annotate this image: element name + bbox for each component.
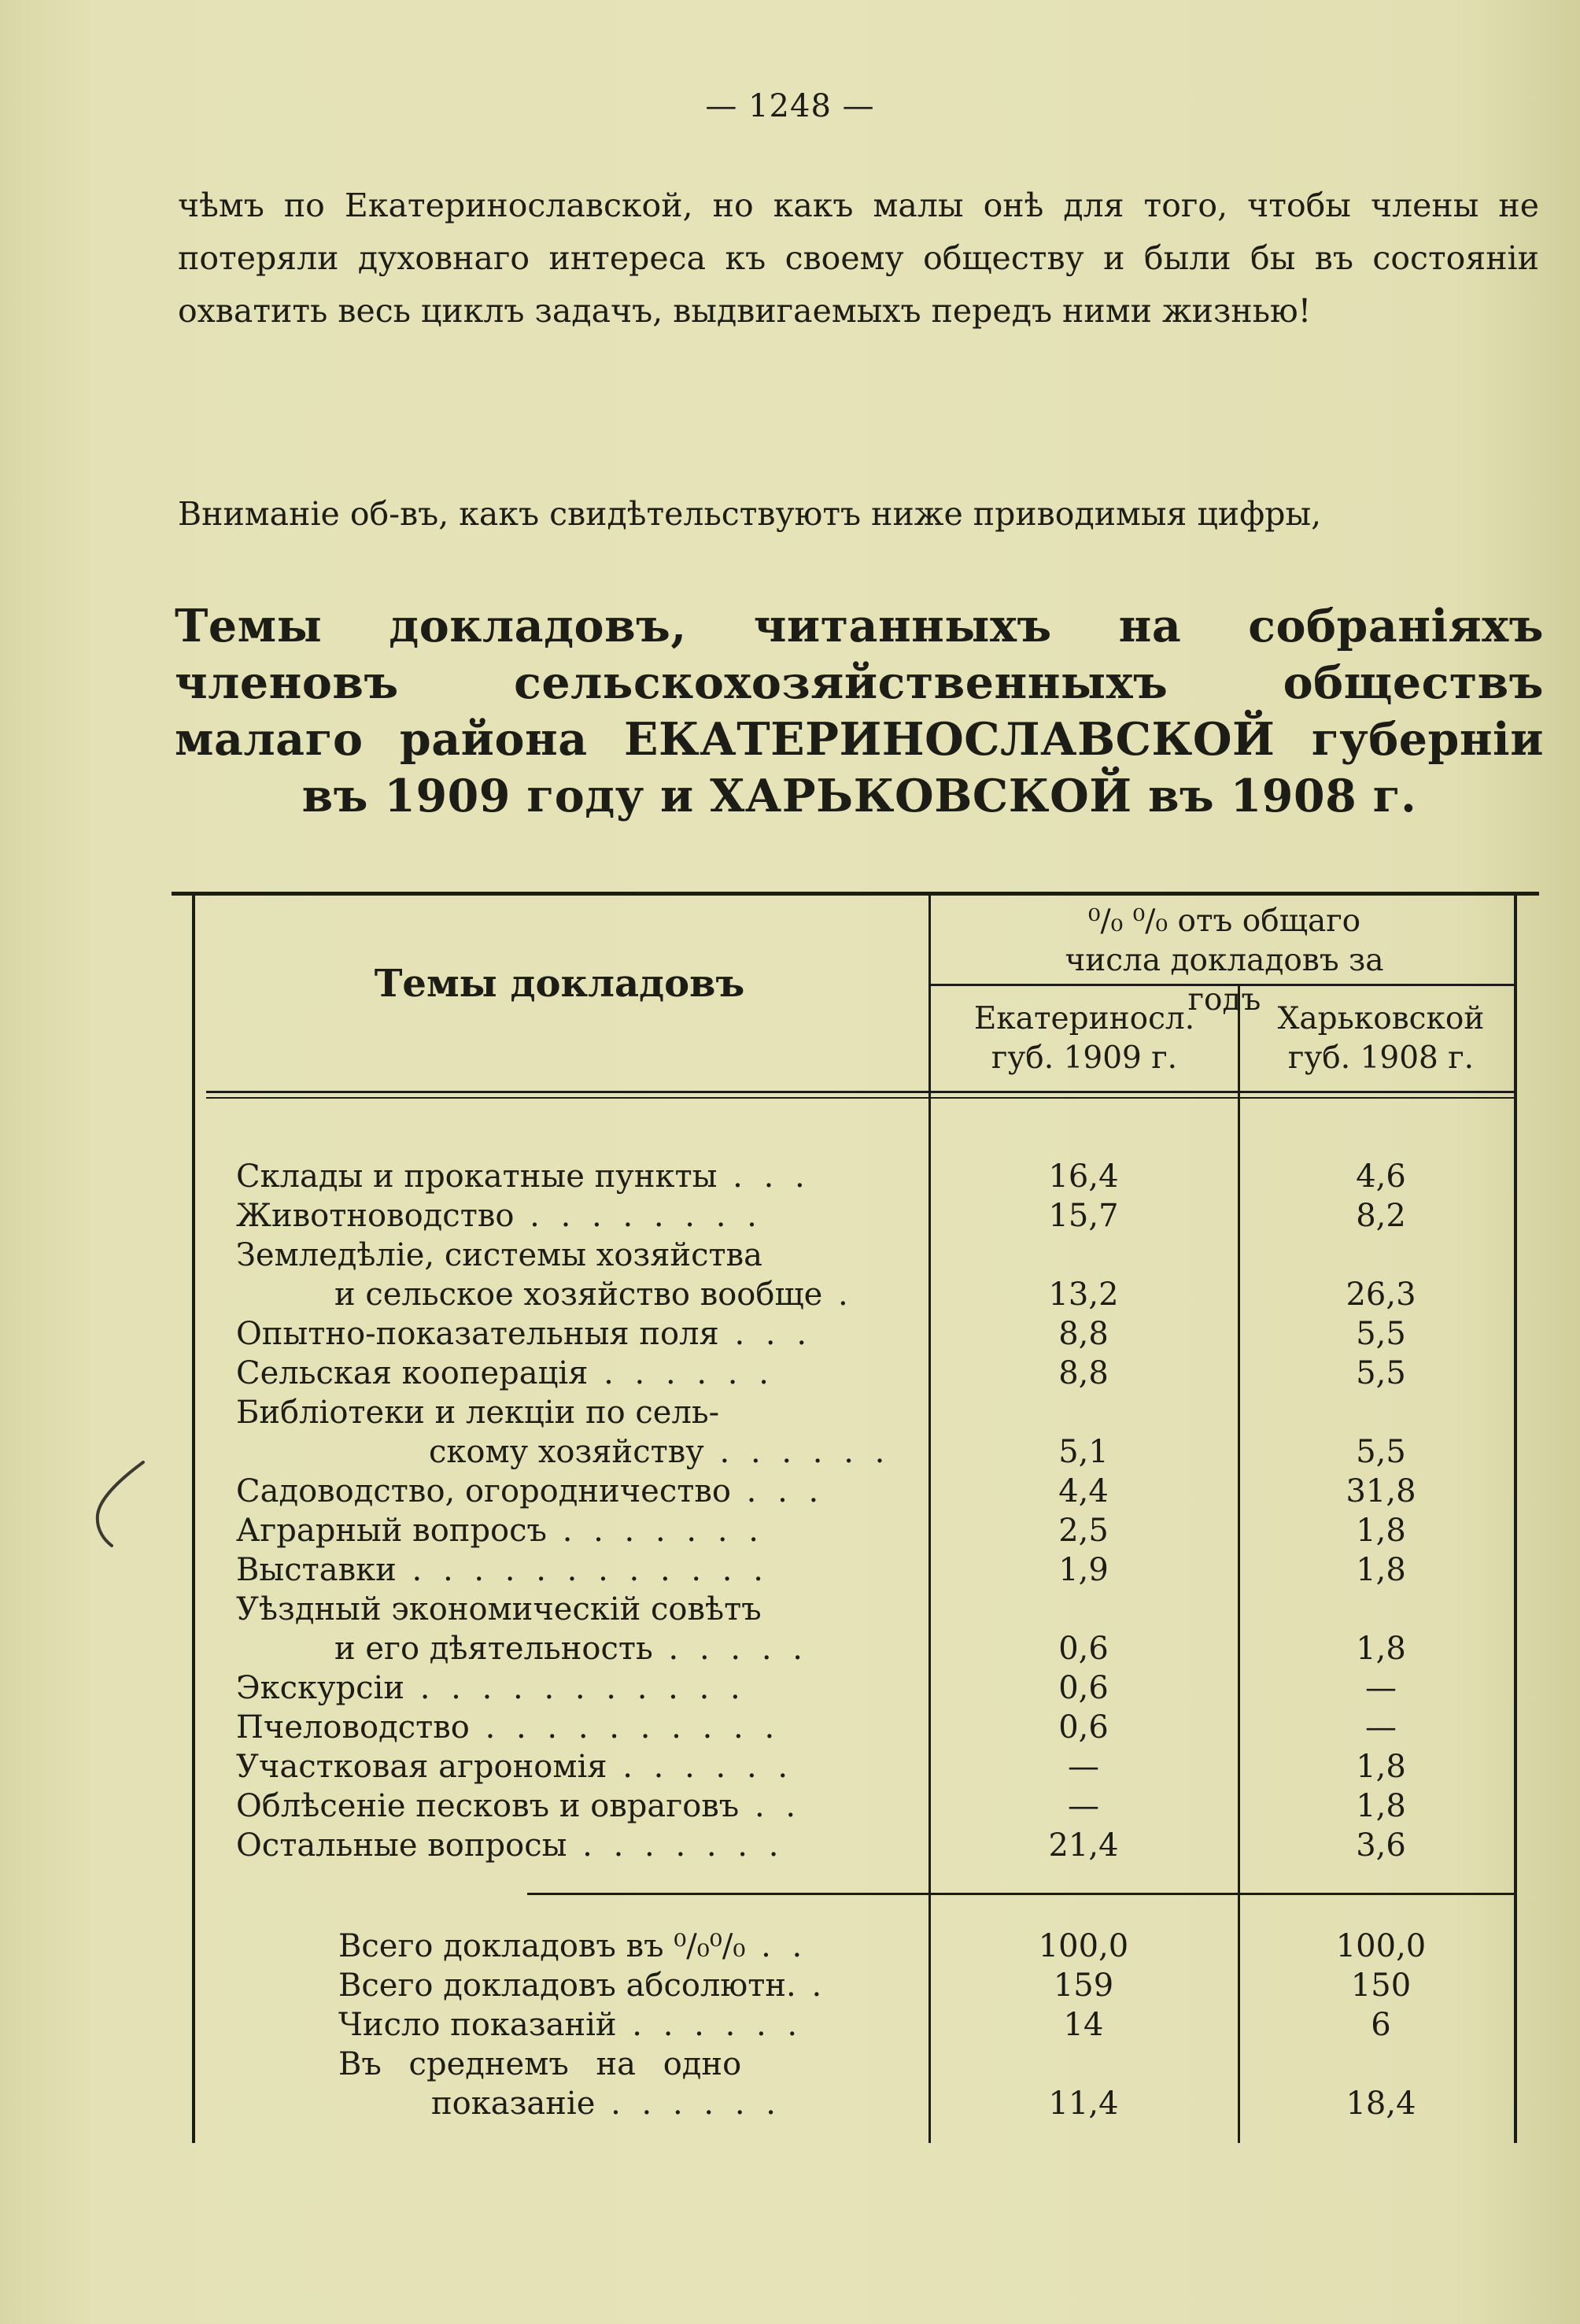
row-label: Въ среднемъ на одно [338,2046,742,2082]
value-ekaterinoslav: 159 [1053,1967,1114,2004]
table-row [0,1826,1580,1865]
row-leader-dots: . [822,1277,854,1313]
header-topics: Темы докладовъ [374,962,745,1006]
row-label: Пчеловодство [236,1709,470,1746]
row-leader-dots: . . [745,1928,808,1964]
value-ekaterinoslav: 14 [1063,2007,1104,2043]
value-ekaterinoslav: 8,8 [1058,1355,1109,1391]
table-row [0,1472,1580,1511]
row-leader-dots: . [796,1967,828,2004]
row-leader-dots: . . . . . . [588,1355,774,1391]
table-top-rule [172,892,1539,896]
header-double-rule-a [206,1091,1515,1093]
row-leader-dots: . . . . . . . . . . . . [396,1552,769,1588]
row-label: Животноводство [236,1198,515,1234]
value-ekaterinoslav: 21,4 [1048,1827,1119,1864]
table-row [0,1393,1580,1432]
table-row [0,1275,1580,1314]
row-label: показаніе [431,2086,596,2122]
header-ekaterinoslav: Екатериносл. губ. 1909 г. [973,1001,1195,1076]
value-kharkov: 150 [1350,1967,1412,2004]
value-kharkov: 3,6 [1356,1827,1406,1864]
value-kharkov: 4,6 [1356,1158,1406,1195]
table-row [0,1354,1580,1393]
value-ekaterinoslav: 1,9 [1058,1552,1109,1588]
value-ekaterinoslav: 4,4 [1058,1473,1109,1509]
value-kharkov: 18,4 [1346,2086,1416,2122]
value-kharkov: 5,5 [1356,1355,1406,1391]
row-leader-dots: . . . [730,1473,825,1509]
row-label: Всего докладовъ въ ⁰/₀⁰/₀ [338,1928,746,1964]
value-kharkov: 8,2 [1356,1198,1406,1234]
table-row [0,1236,1580,1275]
row-label: Сельская кооперація [236,1355,589,1391]
value-ekaterinoslav: 100,0 [1038,1928,1129,1964]
row-label: Земледѣліе, системы хозяйства [236,1237,763,1273]
value-kharkov: 26,3 [1346,1277,1416,1313]
row-leader-dots: . . . . . . [607,1749,794,1785]
value-kharkov: 1,8 [1356,1788,1406,1824]
header-double-rule-b [206,1097,1515,1099]
total-row [0,2005,1580,2045]
row-leader-dots: . . . . . . [703,1434,891,1470]
pencil-mark-icon [88,1456,151,1550]
row-leader-dots: . . [739,1788,802,1824]
totals-rule [527,1893,1515,1895]
table-row [0,1708,1580,1747]
row-label: Выставки [236,1552,397,1588]
table-row [0,1786,1580,1826]
row-label: Опытно-показательныя поля [236,1316,719,1352]
value-ekaterinoslav: 11,4 [1048,2086,1119,2122]
value-ekaterinoslav: 8,8 [1058,1316,1109,1352]
row-label: и его дѣятельность [334,1631,653,1667]
value-kharkov: 100,0 [1335,1928,1427,1964]
row-leader-dots: . . . . . . [595,2086,781,2122]
total-row [0,1966,1580,2005]
row-label: Остальные вопросы [236,1827,567,1864]
value-ekaterinoslav: 2,5 [1058,1513,1109,1549]
row-label: Библіотеки и лекціи по сель- [236,1395,720,1431]
value-ekaterinoslav: 16,4 [1048,1158,1119,1195]
row-leader-dots: . . . . . [652,1631,808,1667]
note-paragraph: Вниманіе об-въ, какъ свидѣтельствуютъ ниже приводимыя цифры, [178,495,1322,533]
row-label: Садоводство, огородничество [236,1473,731,1509]
value-ekaterinoslav: — [1068,1788,1099,1824]
row-label: и сельское хозяйство вообще [334,1277,823,1313]
table-row [0,1432,1580,1472]
row-label: Склады и прокатные пункты [236,1158,718,1195]
value-kharkov: — [1365,1709,1397,1746]
value-ekaterinoslav: 0,6 [1058,1709,1109,1746]
value-ekaterinoslav: 5,1 [1058,1434,1109,1470]
value-ekaterinoslav: 0,6 [1058,1670,1109,1706]
value-ekaterinoslav: 13,2 [1048,1277,1119,1313]
row-label: скому хозяйству [429,1434,704,1470]
value-ekaterinoslav: — [1068,1749,1099,1785]
row-leader-dots: . . . . . . . . . . [469,1709,781,1746]
value-kharkov: 1,8 [1356,1631,1406,1667]
table-row [0,1196,1580,1236]
row-label: Всего докладовъ абсолютн. [338,1967,796,2004]
page-number: — 1248 — [705,88,875,124]
table-row [0,1511,1580,1550]
value-kharkov: 1,8 [1356,1749,1406,1785]
row-label: Число показаній [338,2007,617,2043]
value-kharkov: — [1365,1670,1397,1706]
row-leader-dots: . . . . . . . . [514,1198,762,1234]
table-row [0,1157,1580,1196]
value-ekaterinoslav: 15,7 [1048,1198,1119,1234]
table-row [0,1590,1580,1629]
table-heading: Темы докладовъ, читанныхъ на собраніяхъ членовъ сельскохозяйственныхъ обществъ малаго района ЕКАТЕРИНОСЛАВСКОЙ губерніи въ 1909 году и ХАРЬКОВСКОЙ въ 1908 г. [175,600,1544,822]
row-leader-dots: . . . [717,1158,810,1195]
row-label: Аграрный вопросъ [236,1513,547,1549]
table-row [0,1629,1580,1668]
row-leader-dots: . . . . . . . [567,1827,784,1864]
intro-paragraph: чѣмъ по Екатеринославской, но какъ малы онѣ для того, чтобы члены не потеряли духовнаго интереса къ своему обществу и были бы въ состояніи охватить весь циклъ задачъ, выдвигаемыхъ передъ ними жизнью! [178,187,1539,330]
value-kharkov: 1,8 [1356,1513,1406,1549]
header-percent: ⁰/₀ ⁰/₀ отъ общаго числа докладовъ за годъ [1065,903,1384,1018]
row-leader-dots: . . . . . . [616,2007,803,2043]
table-row [0,1747,1580,1786]
header-kharkov: Харьковской губ. 1908 г. [1277,1001,1485,1076]
row-leader-dots: . . . . . . . . . . . [404,1670,746,1706]
row-label: Уѣздный экономическій совѣтъ [236,1591,762,1628]
value-kharkov: 6 [1371,2007,1391,2043]
value-kharkov: 1,8 [1356,1552,1406,1588]
table-row [0,1550,1580,1590]
row-leader-dots: . . . [718,1316,813,1352]
total-row [0,2045,1580,2084]
table-row [0,1314,1580,1354]
row-leader-dots: . . . . . . . [546,1513,764,1549]
table-row [0,1668,1580,1708]
value-kharkov: 5,5 [1356,1316,1406,1352]
value-kharkov: 5,5 [1356,1434,1406,1470]
value-ekaterinoslav: 0,6 [1058,1631,1109,1667]
total-row [0,2084,1580,2123]
row-label: Участковая агрономія [236,1749,607,1785]
row-label: Облѣсеніе песковъ и овраговъ [236,1788,740,1824]
row-label: Экскурсіи [236,1670,405,1706]
total-row [0,1927,1580,1966]
value-kharkov: 31,8 [1346,1473,1416,1509]
